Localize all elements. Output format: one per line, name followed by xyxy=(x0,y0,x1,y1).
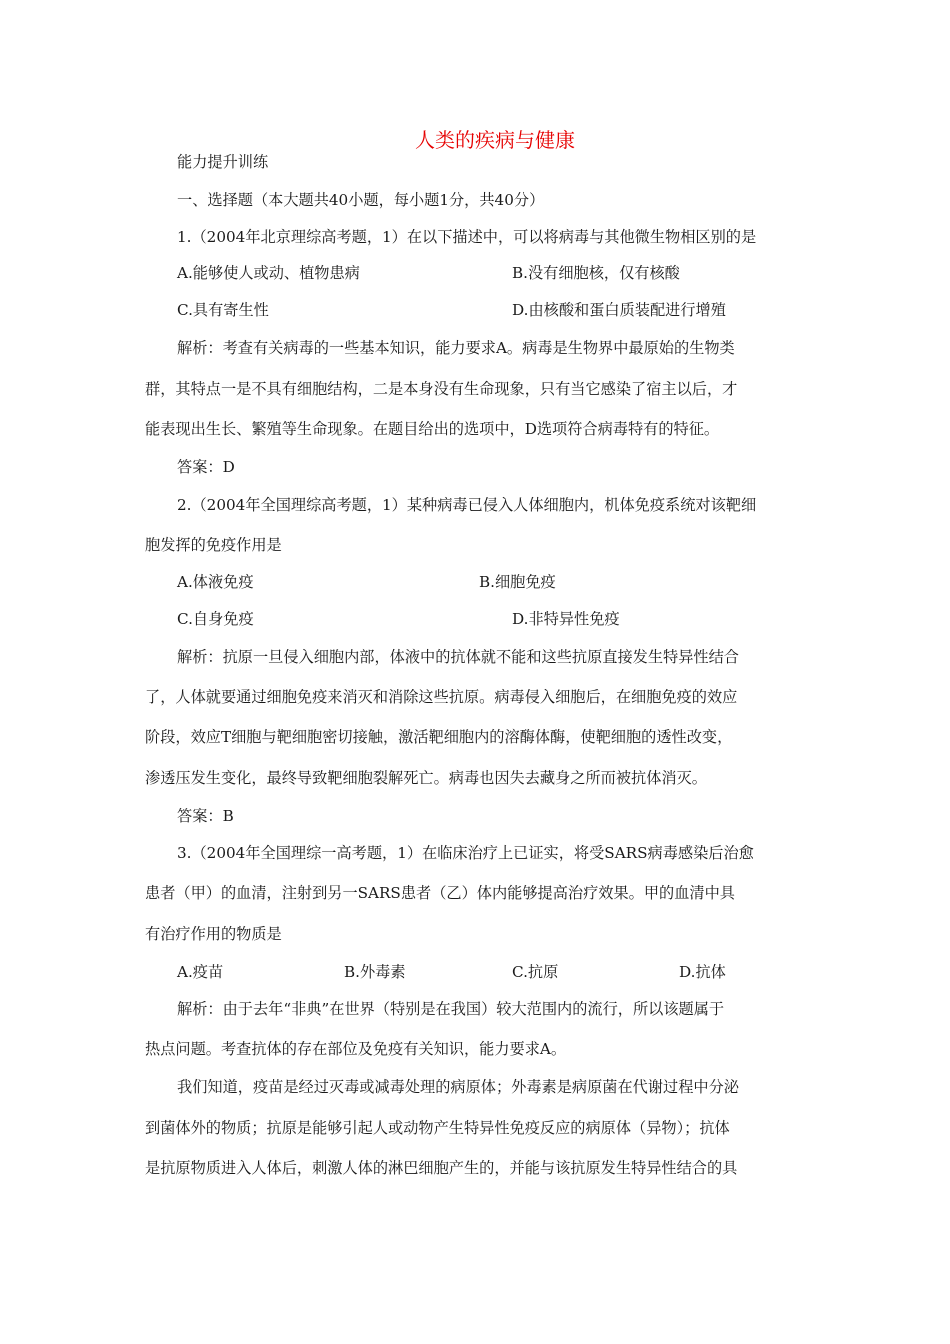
q1-analysis-line: 群，其特点一是不具有细胞结构，二是本身没有生命现象，只有当它感染了宿主以后，才 xyxy=(145,380,738,398)
q3-stem-line: 3.（2004年全国理综一高考题，1）在临床治疗上已证实，将受SARS病毒感染后治愈 xyxy=(177,844,754,862)
q1-option-a: A.能够使人或动、植物患病 xyxy=(177,264,360,282)
q3-analysis-line: 解析：由于去年“非典”在世界（特别是在我国）较大范围内的流行，所以该题属于 xyxy=(177,1000,725,1018)
q2-analysis-line: 了，人体就要通过细胞免疫来消灭和消除这些抗原。病毒侵入细胞后，在细胞免疫的效应 xyxy=(145,688,738,706)
q3-option-b: B.外毒素 xyxy=(344,963,406,981)
q1-option-c: C.具有寄生性 xyxy=(177,301,269,319)
q2-option-b: B.细胞免疫 xyxy=(479,573,556,591)
q3-option-c: C.抗原 xyxy=(512,963,559,981)
q1-analysis-line: 能表现出生长、繁殖等生命现象。在题目给出的选项中，D选项符合病毒特有的特征。 xyxy=(145,420,720,438)
subtitle: 能力提升训练 xyxy=(177,153,269,171)
section-heading: 一、选择题（本大题共40小题，每小题1分，共40分） xyxy=(177,191,545,209)
q3-analysis-line: 热点问题。考查抗体的存在部位及免疫有关知识，能力要求A。 xyxy=(145,1040,567,1058)
q3-stem-line: 有治疗作用的物质是 xyxy=(145,925,282,943)
q3-option-a: A.疫苗 xyxy=(177,963,224,981)
q3-explain-line: 是抗原物质进入人体后，刺激人体的淋巴细胞产生的，并能与该抗原发生特异性结合的具 xyxy=(145,1159,738,1177)
q1-stem: 1.（2004年北京理综高考题，1）在以下描述中，可以将病毒与其他微生物相区别的是 xyxy=(177,228,757,246)
q1-answer: 答案：D xyxy=(177,458,235,476)
q2-analysis-line: 解析：抗原一旦侵入细胞内部，体液中的抗体就不能和这些抗原直接发生特异性结合 xyxy=(177,648,739,666)
q3-option-d: D.抗体 xyxy=(679,963,726,981)
q2-option-c: C.自身免疫 xyxy=(177,610,254,628)
q1-option-d: D.由核酸和蛋白质装配进行增殖 xyxy=(512,301,726,319)
page-title: 人类的疾病与健康 xyxy=(415,128,575,152)
q1-analysis-line: 解析：考查有关病毒的一些基本知识，能力要求A。病毒是生物界中最原始的生物类 xyxy=(177,339,735,357)
q2-option-a: A.体液免疫 xyxy=(177,573,254,591)
q3-stem-line: 患者（甲）的血清，注射到另一SARS患者（乙）体内能够提高治疗效果。甲的血清中具 xyxy=(145,884,735,902)
q3-explain-line: 我们知道，疫苗是经过灭毒或减毒处理的病原体；外毒素是病原菌在代谢过程中分泌 xyxy=(177,1078,739,1096)
q2-option-d: D.非特异性免疫 xyxy=(512,610,620,628)
q2-analysis-line: 阶段，效应T细胞与靶细胞密切接触，激活靶细胞内的溶酶体酶，使靶细胞的透性改变， xyxy=(145,728,733,746)
q2-analysis-line: 渗透压发生变化，最终导致靶细胞裂解死亡。病毒也因失去藏身之所而被抗体消灭。 xyxy=(145,769,707,787)
q3-explain-line: 到菌体外的物质；抗原是能够引起人或动物产生特异性免疫反应的病原体（异物）；抗体 xyxy=(145,1119,730,1137)
q2-stem-line: 2.（2004年全国理综高考题，1）某种病毒已侵入人体细胞内，机体免疫系统对该靶细 xyxy=(177,496,757,514)
q2-answer: 答案：B xyxy=(177,807,234,825)
q2-stem-line: 胞发挥的免疫作用是 xyxy=(145,536,282,554)
q1-option-b: B.没有细胞核，仅有核酸 xyxy=(512,264,680,282)
